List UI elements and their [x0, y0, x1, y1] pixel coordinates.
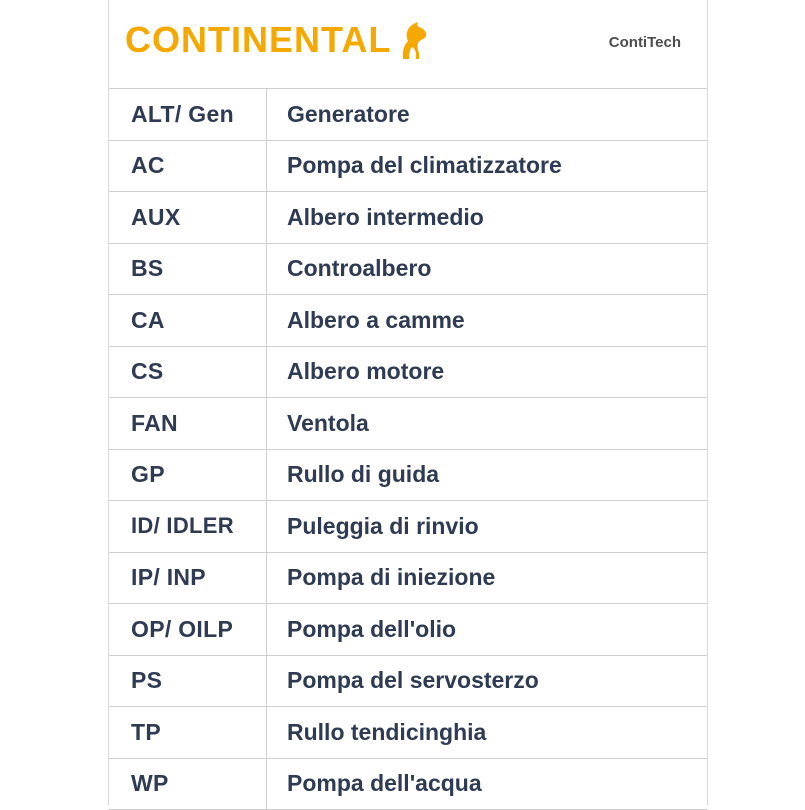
- table-row: [109, 141, 707, 193]
- page-border-right: [707, 0, 708, 805]
- horse-logo-icon: [397, 20, 431, 60]
- table-row: [109, 89, 707, 141]
- row-code: FAN: [109, 398, 267, 449]
- row-description: Puleggia di rinvio: [267, 501, 707, 552]
- row-description: Pompa del climatizzatore: [267, 141, 707, 192]
- table-row: [109, 398, 707, 450]
- continental-logo: [125, 20, 431, 60]
- row-description: Ventola: [267, 398, 707, 449]
- row-code: ALT/ Gen: [109, 89, 267, 140]
- row-description: Pompa del servosterzo: [267, 656, 707, 707]
- table-row: [109, 295, 707, 347]
- table-row: [109, 604, 707, 656]
- table-row: [109, 759, 707, 810]
- row-code: CS: [109, 347, 267, 398]
- table-row: [109, 707, 707, 759]
- row-code: AC: [109, 141, 267, 192]
- brand-header: [109, 0, 707, 88]
- row-description: Pompa di iniezione: [267, 553, 707, 604]
- row-description: Pompa dell'olio: [267, 604, 707, 655]
- row-code: GP: [109, 450, 267, 501]
- table-row: [109, 656, 707, 708]
- row-description: Albero motore: [267, 347, 707, 398]
- table-row: [109, 501, 707, 553]
- row-description: Rullo tendicinghia: [267, 707, 707, 758]
- row-code: ID/ IDLER: [109, 501, 267, 552]
- row-code: WP: [109, 759, 267, 810]
- row-description: Albero intermedio: [267, 192, 707, 243]
- row-code: PS: [109, 656, 267, 707]
- table-row: [109, 192, 707, 244]
- row-description: Controalbero: [267, 244, 707, 295]
- row-description: Rullo di guida: [267, 450, 707, 501]
- row-code: AUX: [109, 192, 267, 243]
- row-description: Pompa dell'acqua: [267, 759, 707, 810]
- row-code: TP: [109, 707, 267, 758]
- row-code: OP/ OILP: [109, 604, 267, 655]
- row-code: BS: [109, 244, 267, 295]
- table-row: [109, 450, 707, 502]
- row-description: Albero a camme: [267, 295, 707, 346]
- table-row: [109, 244, 707, 296]
- row-code: IP/ INP: [109, 553, 267, 604]
- contitech-sublogo: ContiTech: [609, 34, 681, 51]
- table-row: [109, 553, 707, 605]
- row-description: Generatore: [267, 89, 707, 140]
- brand-wordmark: CONTINENTAL: [125, 22, 391, 58]
- abbreviation-table: [109, 88, 707, 810]
- row-code: CA: [109, 295, 267, 346]
- table-row: [109, 347, 707, 399]
